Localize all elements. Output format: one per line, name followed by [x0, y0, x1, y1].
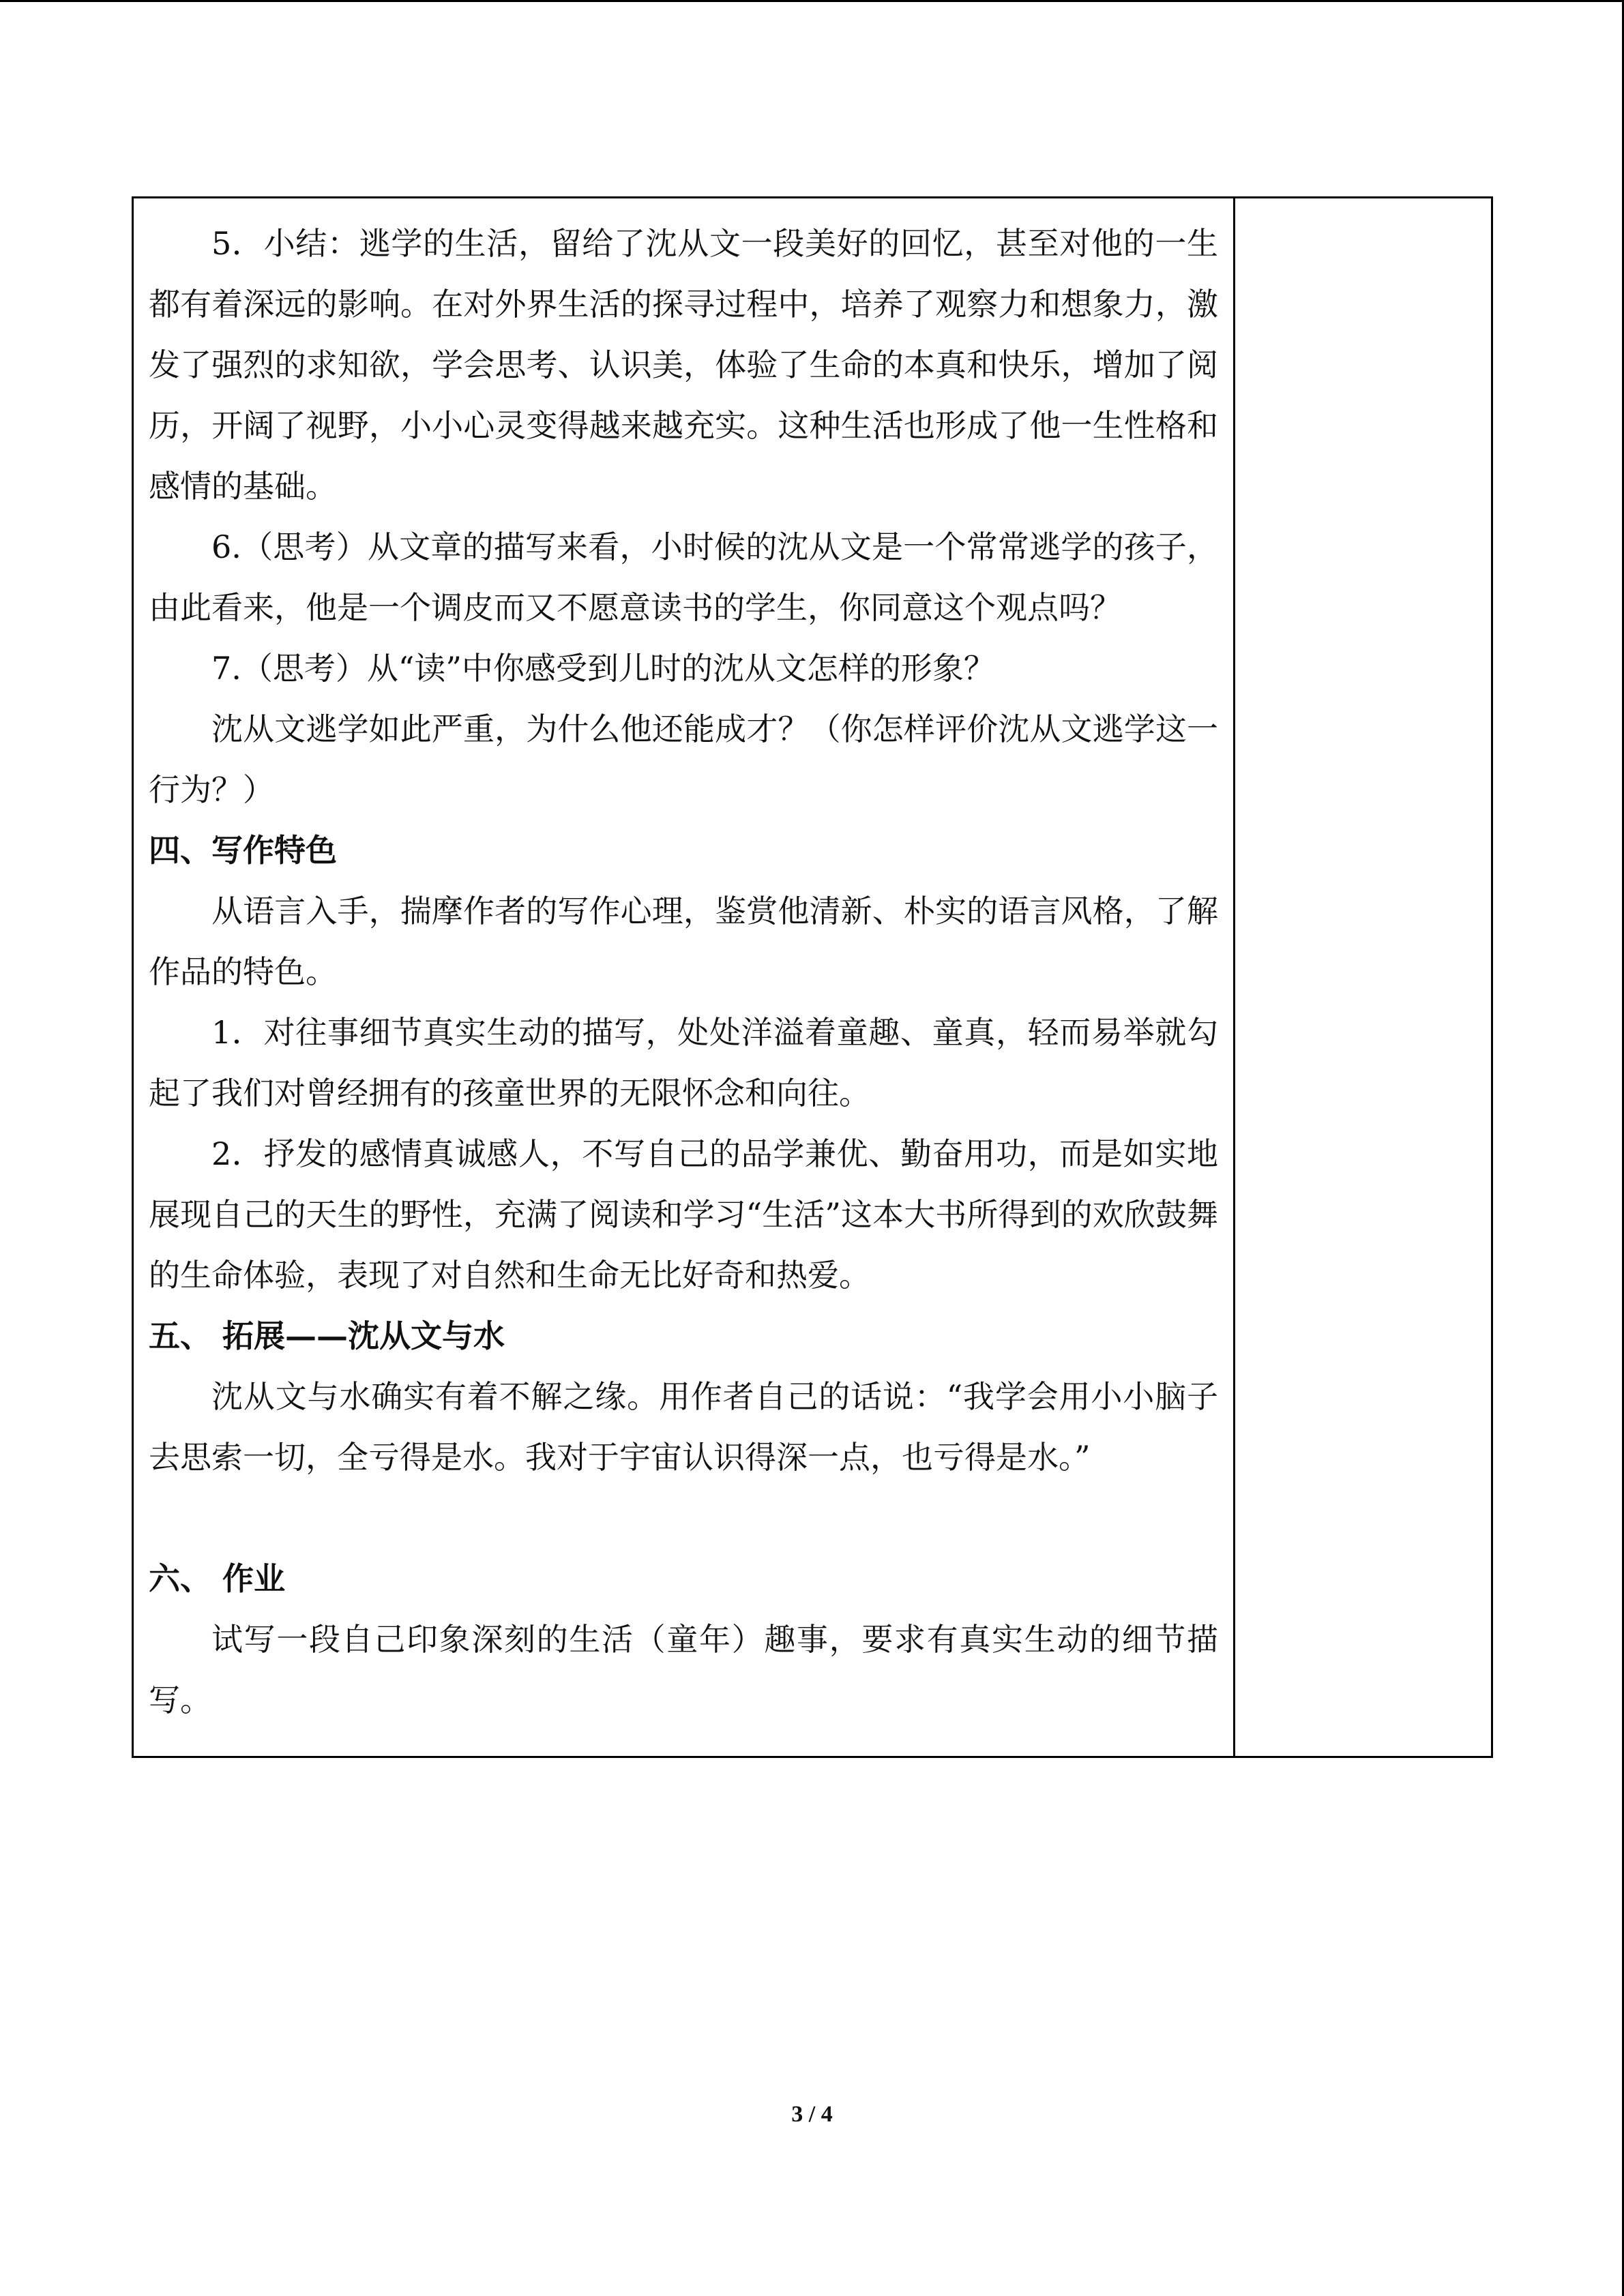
paragraph-writing-intro: 从语言入手，揣摩作者的写作心理，鉴赏他清新、朴实的语言风格，了解作品的特色。 — [149, 893, 1218, 990]
paragraph-summary: 5．小结：逃学的生活，留给了沈从文一段美好的回忆，甚至对他的一生都有着深远的影响。在对外界生活的探寻过程中，培养了观察力和想象力，激发了强烈的求知欲，学会思考、认识美，体验了生命的本真和快乐，增加了阅历，开阔了视野，小小心灵变得越来越充实。这种生活也形成了他一生性格和感情的基础。 — [149, 225, 1218, 505]
paragraph-feature-2: 2．抒发的感情真诚感人，不写自己的品学兼优、勤奋用功，而是如实地展现自己的天生的野性，充满了阅读和学习“生活”这本大书所得到的欢欣鼓舞的生命体验，表现了对自然和生命无比好奇和热爱。 — [149, 1135, 1218, 1294]
heading-extension: 五、 拓展——沈从文与水 — [149, 1317, 505, 1354]
lesson-plan-table — [132, 196, 1493, 1758]
paragraph-question-7: 7.（思考）从“读”中你感受到儿时的沈从文怎样的形象？ — [211, 650, 995, 687]
paragraph-feature-1: 1．对往事细节真实生动的描写，处处洋溢着童趣、童真，轻而易举就勾起了我们对曾经拥有的孩童世界的无限怀念和向往。 — [149, 1014, 1218, 1112]
heading-homework: 六、 作业 — [149, 1560, 286, 1597]
content-cell — [134, 198, 1235, 1756]
paragraph-extension: 沈从文与水确实有着不解之缘。用作者自己的话说：“我学会用小小脑子去思索一切，全亏得是水。我对于宇宙认识得深一点，也亏得是水。” — [149, 1378, 1218, 1476]
paragraph-question-6: 6.（思考）从文章的描写来看，小时候的沈从文是一个常常逃学的孩子，由此看来，他是一个调皮而又不愿意读书的学生，你同意这个观点吗？ — [149, 528, 1218, 626]
notes-cell — [1235, 198, 1491, 1756]
page-number: 3 / 4 — [791, 2102, 833, 2127]
page-border-top — [0, 0, 1624, 2]
paragraph-question-8: 沈从文逃学如此严重，为什么他还能成才？（你怎样评价沈从文逃学这一行为？） — [149, 711, 1218, 808]
blank-line — [149, 1488, 1218, 1549]
paragraph-homework: 试写一段自己印象深刻的生活（童年）趣事，要求有真实生动的细节描写。 — [149, 1621, 1218, 1718]
heading-writing-features: 四、写作特色 — [149, 832, 337, 869]
